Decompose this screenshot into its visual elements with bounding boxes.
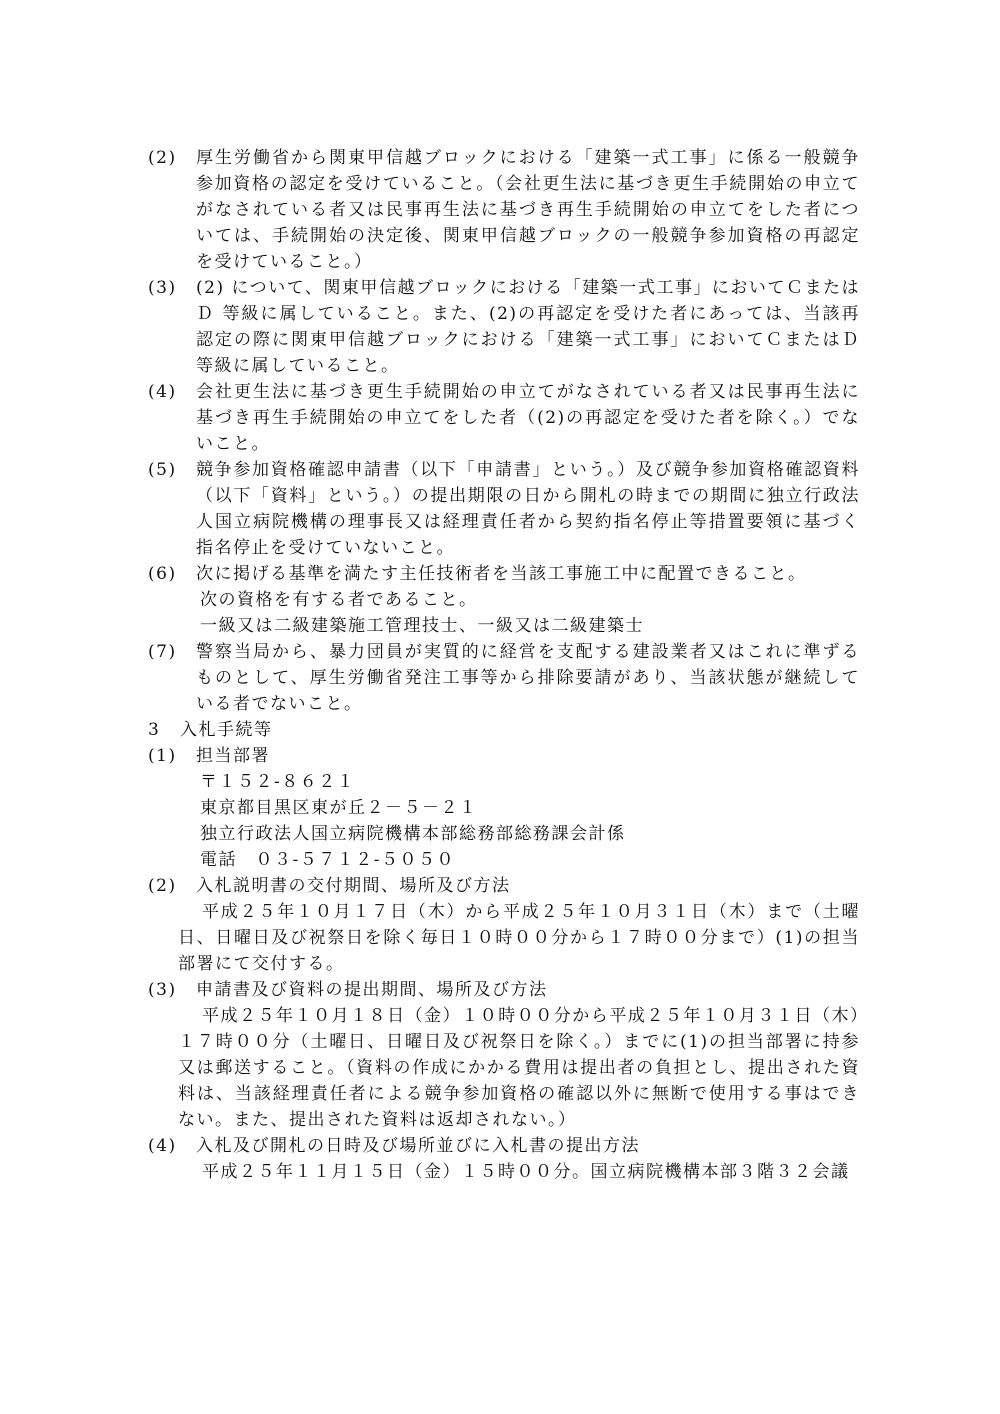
list-item — [148, 561, 860, 587]
list-item — [148, 275, 860, 379]
subsection-heading — [148, 743, 860, 769]
sub-line: 一級又は二級建築施工管理技士、一級又は二級建築士 — [200, 616, 644, 636]
item-number: (5) — [148, 460, 177, 480]
subsection-title: 申請書及び資料の提出期間、場所及び方法 — [196, 980, 548, 1000]
item-text: 次に掲げる基準を満たす主任技術者を当該工事施工中に配置できること。 — [196, 564, 807, 584]
document-body — [148, 145, 860, 1185]
list-item — [148, 145, 860, 275]
subsection-title: 担当部署 — [196, 746, 270, 766]
list-item — [148, 379, 860, 457]
section-number: 3 — [148, 720, 161, 740]
item-number: (3) — [148, 278, 177, 298]
subsection-text: 平成２５年１０月１７日（木）から平成２５年１０月３１日（木）まで（土曜日、日曜日及び祝祭日を除く毎日１０時００分から１７時００分まで）(1)の担当部署にて交付する。 — [178, 902, 860, 974]
subsection-heading — [148, 873, 860, 899]
item-text: 厚生労働省から関東甲信越ブロックにおける「建築一式工事」に係る一般競争参加資格の認定を受けていること。（会社更生法に基づき更生手続開始の申立てがなされている者又は民事再生法に基づき再生手続開始の申立てをした者については、手続開始の決定後、関東甲信越ブロックの一般競争参加資格の再認定を受けていること。） — [196, 148, 860, 272]
item-text: 警察当局から、暴力団員が実質的に経営を支配する建設業者又はこれに準ずるものとして、厚生労働省発注工事等から排除要請があり、当該状態が継続している者でないこと。 — [196, 642, 860, 714]
sub-line: 次の資格を有する者であること。 — [200, 590, 478, 610]
list-item — [148, 639, 860, 717]
section-heading — [148, 717, 860, 743]
subsection-heading — [148, 977, 860, 1003]
subsection-text: 平成２５年１１月１５日（金）１５時００分。国立病院機構本部３階３２会議 — [202, 1162, 850, 1182]
subsection-number: (4) — [148, 1136, 177, 1156]
item-text: 会社更生法に基づき更生手続開始の申立てがなされている者又は民事再生法に基づき再生手続開始の申立てをした者（(2)の再認定を受けた者を除く。）でないこと。 — [196, 382, 860, 454]
item-text: (2) について、関東甲信越ブロックにおける「建築一式工事」においてＣまたは Ｄ 等級に属していること。また、(2)の再認定を受けた者にあっては、当該再認定の際に関東甲信越ブロックにおける「建築一式工事」においてＣまたはＤ等級に属していること。 — [196, 278, 860, 376]
subsection-title: 入札及び開札の日時及び場所並びに入札書の提出方法 — [196, 1136, 640, 1156]
department: 独立行政法人国立病院機構本部総務部総務課会計係 — [200, 824, 626, 844]
phone: 電話 ０３-５７１２-５０５０ — [200, 850, 455, 870]
address: 東京都目黒区東が丘２－５－２１ — [200, 798, 478, 818]
postal-code: 〒１５２-８６２１ — [200, 772, 356, 792]
item-number: (4) — [148, 382, 177, 402]
subsection-number: (2) — [148, 876, 177, 896]
item-number: (2) — [148, 148, 177, 168]
item-text: 競争参加資格確認申請書（以下「申請書」という。）及び競争参加資格確認資料（以下「資料」という。）の提出期限の日から開札の時までの期間に独立行政法人国立病院機構の理事長又は経理責任者から契約指名停止等措置要領に基づく指名停止を受けていないこと。 — [196, 460, 860, 558]
section-title: 入札手続等 — [180, 720, 273, 740]
item-number: (7) — [148, 642, 177, 662]
subsection-title: 入札説明書の交付期間、場所及び方法 — [196, 876, 511, 896]
subsection-number: (1) — [148, 746, 177, 766]
subsection-heading — [148, 1133, 860, 1159]
subsection-number: (3) — [148, 980, 177, 1000]
list-item — [148, 457, 860, 561]
item-number: (6) — [148, 564, 177, 584]
subsection-text: 平成２５年１０月１８日（金）１０時００分から平成２５年１０月３１日（木）１７時００分（土曜日、日曜日及び祝祭日を除く。）までに(1)の担当部署に持参又は郵送すること。（資料の作成にかかる費用は提出者の負担とし、提出された資料は、当該経理責任者による競争参加資格の確認以外に無断で使用する事はできない。また、提出された資料は返却されない。） — [178, 1006, 860, 1130]
